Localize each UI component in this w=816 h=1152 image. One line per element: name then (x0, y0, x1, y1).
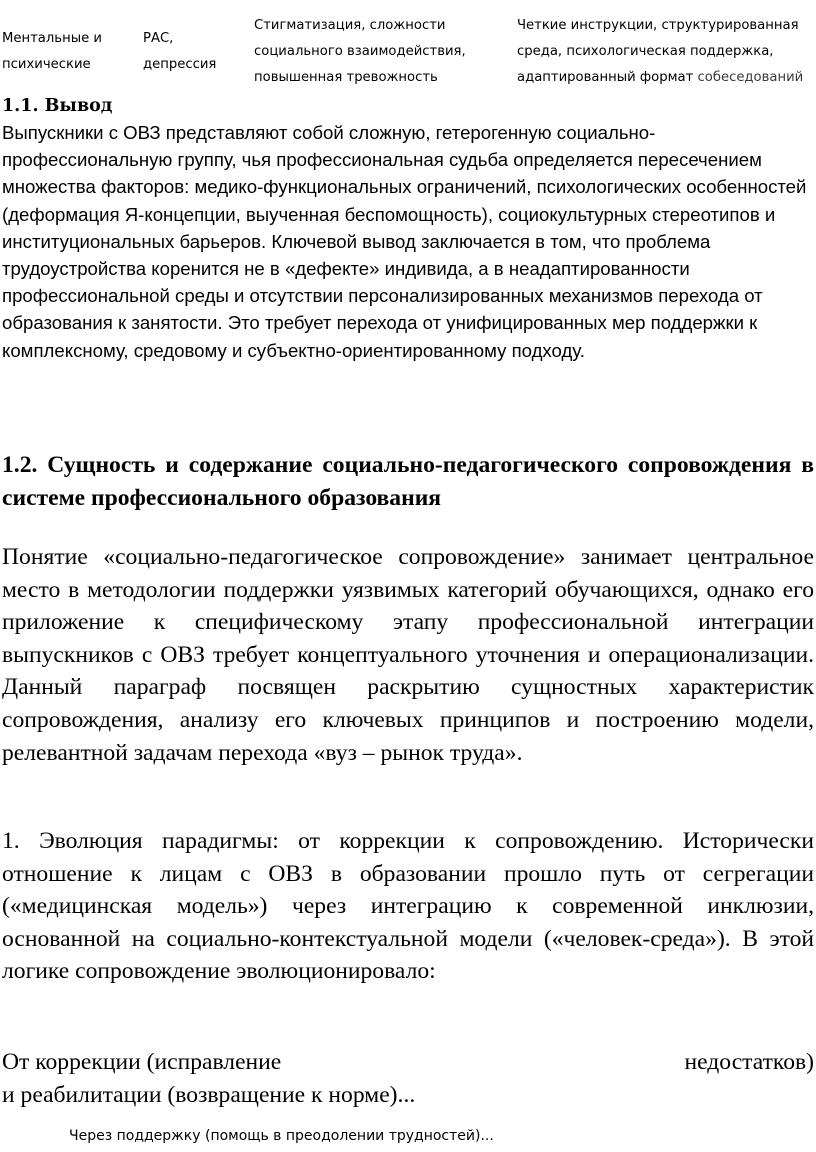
concept-paragraph: Понятие «социально-педагогическое сопровождение» занимает центральное место в методологии поддержки уязвимых категорий обучающихся, однако его приложение к специфическому этапу профессиональной интеграции выпускников с ОВЗ требует концептуального уточнения и операционализации. Данный параграф посвящен раскрытию сущностных характеристик сопровождения, анализу его ключевых принципов и построению модели, релевантной задачам перехода «вуз – рынок труда». (2, 544, 814, 766)
table-cell-category: Ментальные и психические (2, 31, 102, 72)
correction-line-right: недостатков) (684, 1049, 814, 1075)
table-row (0, 8, 816, 94)
evolution-paragraph: 1. Эволюция парадигмы: от коррекции к сопровождению. Исторически отношение к лицам с ОВЗ в образовании прошло путь от сегрегации («медицинская модель») через интеграцию к современной инклюзии, основанной на социально-контекстуальной модели («человек-среда»). В этой логике сопровождение эволюционировало: (2, 828, 814, 985)
section-heading-essence: 1.2. Сущность и содержание социально-педагогического сопровождения в системе профессионального образования (2, 452, 814, 511)
correction-line-first (2, 1046, 814, 1079)
correction-line-left: От коррекции (исправление (2, 1049, 282, 1075)
table-cell-barriers: Стигматизация, сложности социального взаимодействия, повышенная тревожность (254, 18, 466, 85)
table-cell-support-tail: собеседований (697, 70, 804, 85)
table-cell-support-main: Четкие инструкции, структурированная среда, психологическая поддержка, адаптированный формат (517, 18, 799, 85)
section-heading-conclusion: 1.1. Вывод (2, 96, 113, 116)
correction-line-second: и реабилитации (возвращение к норме)... (2, 1081, 416, 1108)
table-cell-support (517, 13, 816, 91)
correction-paragraph (2, 1046, 814, 1111)
support-line: Через поддержку (помощь в преодолении трудностей)... (69, 1128, 494, 1144)
table-cell-examples: РАС, депрессия (143, 31, 217, 72)
conclusion-paragraph: Выпускники с ОВЗ представляют собой сложную, гетерогенную социально-профессиональную группу, чья профессиональная судьба определяется пересечением множества факторов: медико-функциональных ограничений, психологических особенностей (деформация Я-концепции, выученная беспомощность), социокультурных стереотипов и институциональных барьеров. Ключевой вывод заключается в том, что проблема трудоустройства коренится не в «дефекте» индивида, а в неадаптированности профессиональной среды и отсутствии персонализированных механизмов перехода от образования к занятости. Это требует перехода от унифицированных мер поддержки к комплексному, средовому и субъектно-ориентированному подходу. (2, 122, 807, 361)
